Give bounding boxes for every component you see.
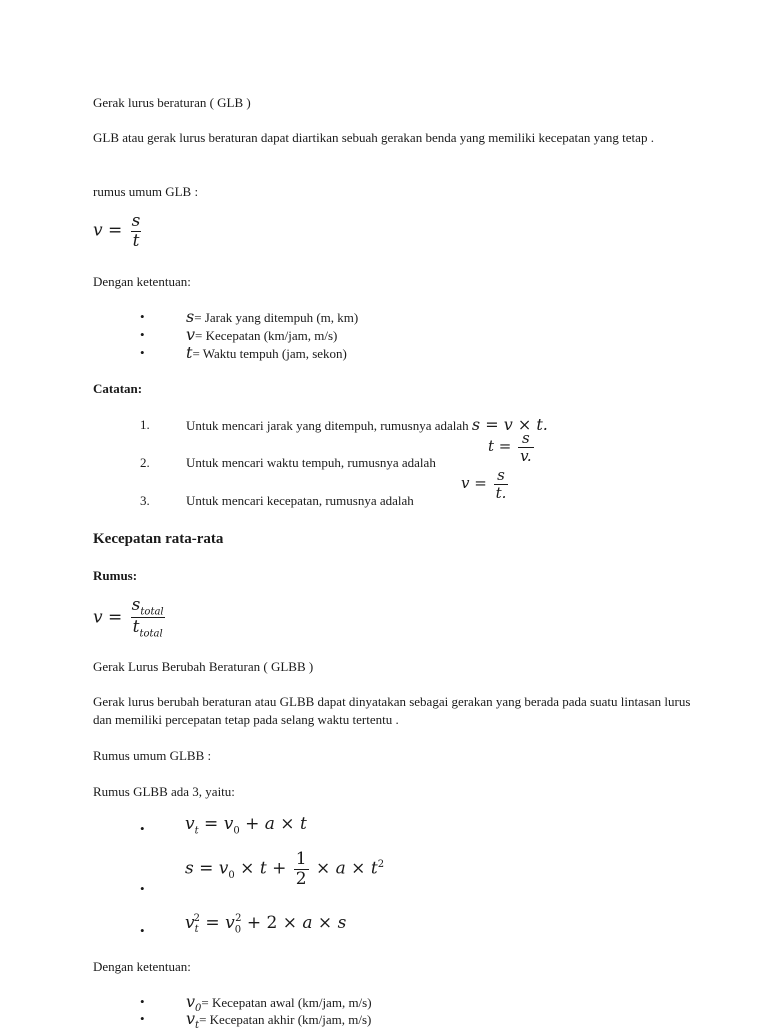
distance-formula: s = v × t. <box>471 415 548 434</box>
list-item: s= Jarak yang ditempuh (m, km) <box>186 307 359 326</box>
list-item: v= Kecepatan (km/jam, m/s) <box>186 325 338 344</box>
glbb-formula-velocity-squared: $v_t^2 = v_0^2 + 2 \times a \times s$ <box>185 913 347 936</box>
glbb-formula-label: Rumus umum GLBB : <box>93 748 212 763</box>
bullet-icon: • <box>140 309 145 324</box>
glbb-formula-velocity: $v_t = v_0 + a \times t$ <box>185 814 307 837</box>
list-item: Untuk mencari jarak yang ditempuh, rumusnya adalah s = v × t. <box>186 415 548 434</box>
glbb-count-label: Rumus GLBB ada 3, yaitu: <box>93 784 235 799</box>
bullet-icon: • <box>140 327 145 342</box>
glbb-formula-distance: $s = v_0 \times t$ + $\frac{1}{2}$ × $a \times t^2$ <box>185 849 385 889</box>
list-item: Untuk mencari kecepatan, rumusnya adalah <box>186 493 414 508</box>
list-item <box>140 880 145 898</box>
list-item: Untuk mencari waktu tempuh, rumusnya adalah <box>186 455 436 470</box>
list-item <box>140 993 145 1011</box>
glb-definition: GLB atau gerak lurus beraturan dapat diartikan sebuah gerakan benda yang memiliki kecepatan yang tetap . <box>93 130 654 145</box>
speed-formula: v = $\frac{s}{t.}$ <box>461 466 507 502</box>
list-item <box>140 308 145 326</box>
glb-title: Gerak lurus beraturan ( GLB ) <box>93 95 251 110</box>
avg-speed-title: Kecepatan rata-rata <box>93 531 224 547</box>
list-item <box>140 820 145 838</box>
bullet-icon: • <box>140 345 145 360</box>
bullet-icon: • <box>140 881 145 896</box>
bullet-icon: • <box>140 1011 145 1026</box>
glb-provisions-label: Dengan ketentuan: <box>93 274 191 289</box>
list-item <box>140 922 145 940</box>
list-item: t= Waktu tempuh (jam, sekon) <box>186 343 347 362</box>
glb-formula-label: rumus umum GLB : <box>93 184 199 199</box>
list-item: 1. <box>140 417 150 432</box>
avg-speed-formula-label: Rumus: <box>93 568 138 583</box>
bullet-icon: • <box>140 923 145 938</box>
bullet-icon: • <box>140 821 145 836</box>
list-item <box>140 1010 145 1028</box>
list-item: 2. <box>140 455 150 470</box>
list-item: 3. <box>140 493 150 508</box>
bullet-icon: • <box>140 994 145 1009</box>
glbb-definition: Gerak lurus berubah beraturan atau GLBB dapat dinyatakan sebagai gerakan yang berada pada suatu lintasan lurus dan memiliki percepatan tetap pada selang waktu tertentu . <box>93 694 691 727</box>
list-item: $v_t=$ Kecepatan akhir (km/jam, m/s) <box>186 1009 372 1032</box>
list-item: $v_0=$ Kecepatan awal (km/jam, m/s) <box>186 992 372 1015</box>
glb-notes-label: Catatan: <box>93 381 143 396</box>
list-item <box>140 344 145 362</box>
glbb-provisions-label: Dengan ketentuan: <box>93 959 191 974</box>
glbb-title: Gerak Lurus Berubah Beraturan ( GLBB ) <box>93 659 314 674</box>
list-item <box>140 326 145 344</box>
avg-speed-formula: v = $\frac{s_{total}}{t_{total}}$ <box>93 595 164 640</box>
time-formula: t = $\frac{s}{v.}$ <box>488 429 532 465</box>
glb-main-formula: v = $\frac{s}{t}$ <box>93 211 141 251</box>
